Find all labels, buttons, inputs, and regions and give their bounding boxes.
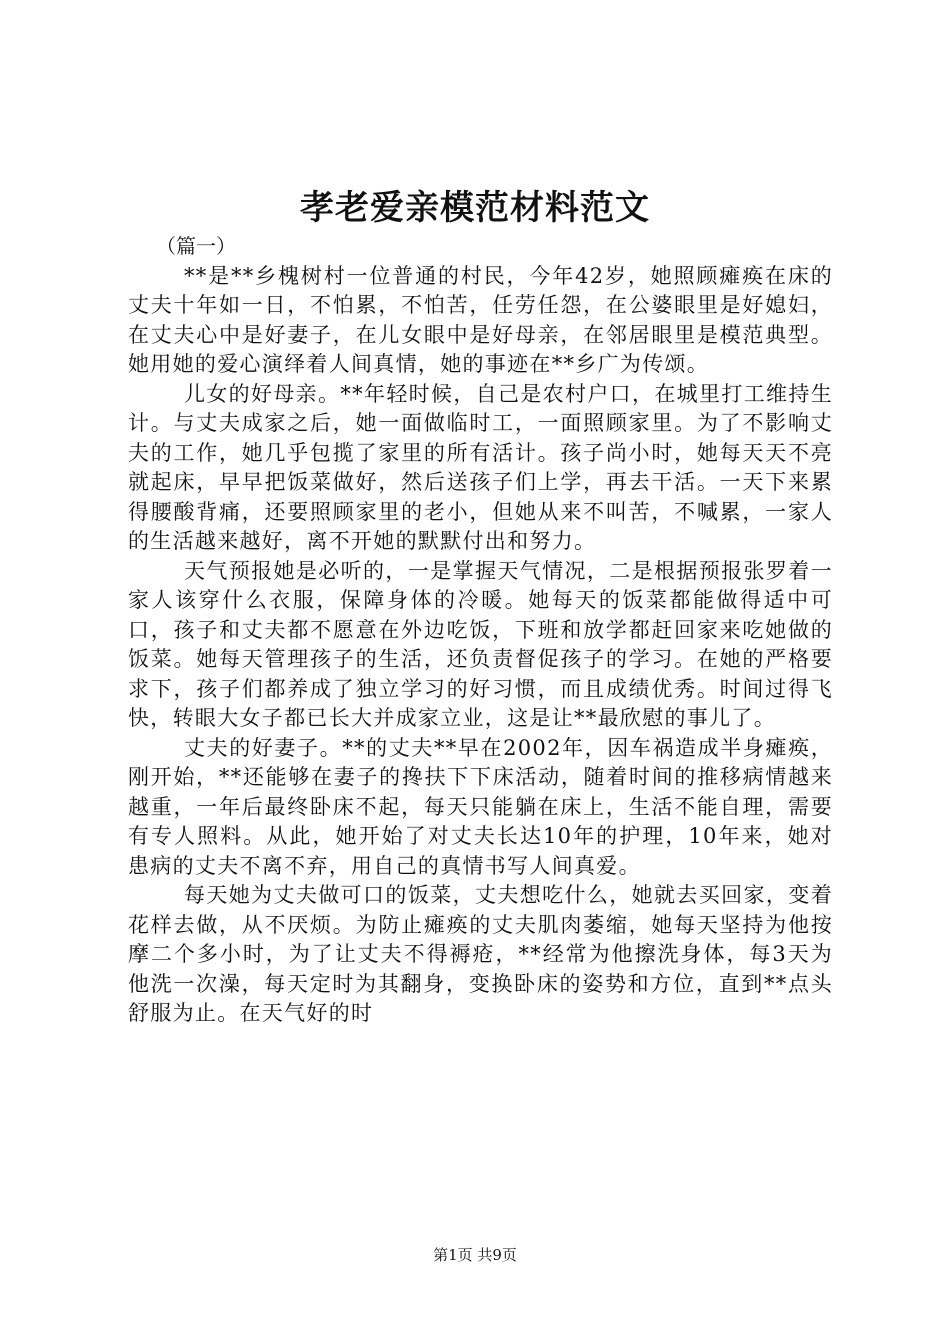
paragraph-2: 儿女的好母亲。**年轻时候，自己是农村户口，在城里打工维持生计。与丈夫成家之后，她一面做临时工，一面照顾家里。为了不影响丈夫的工作，她几乎包揽了家里的所有活计。孩子尚小时，她每天天不亮就起床，早早把饭菜做好，然后送孩子们上学，再去干活。一天下来累得腰酸背痛，还要照顾家里的老小，但她从来不叫苦，不喊累，一家人的生活越来越好，离不开她的默默付出和努力。 xyxy=(128,381,833,554)
paragraph-4: 丈夫的好妻子。**的丈夫**早在2002年，因车祸造成半身瘫痪，刚开始，**还能够在妻子的搀扶下下床活动，随着时间的推移病情越来越重，一年后最终卧床不起，每天只能躺在床上，生活不能自理，需要有专人照料。从此，她开始了对丈夫长达10年的护理，10年来，她对患病的丈夫不离不弃，用自己的真情书写人间真爱。 xyxy=(128,735,833,878)
paragraph-1: **是**乡槐树村一位普通的村民，今年42岁，她照顾瘫痪在床的丈夫十年如一日，不怕累，不怕苦，任劳任怨，在公婆眼里是好媳妇，在丈夫心中是好妻子，在儿女眼中是好母亲，在邻居眼里是模范典型。她用她的爱心演绎着人间真情，她的事迹在**乡广为传颂。 xyxy=(128,263,833,377)
paragraph-5: 每天她为丈夫做可口的饭菜，丈夫想吃什么，她就去买回家，变着花样去做，从不厌烦。为防止瘫痪的丈夫肌肉萎缩，她每天坚持为他按摩二个多小时，为了让丈夫不得褥疮，**经常为他擦洗身体，每3天为他洗一次澡，每天定时为其翻身，变换卧床的姿势和方位，直到**点头舒服为止。在天气好的时 xyxy=(128,883,833,1026)
section-label: （篇一） xyxy=(156,234,236,258)
page-footer: 第1页 共9页 xyxy=(433,1246,517,1264)
document-title: 孝老爱亲模范材料范文 xyxy=(300,188,650,228)
document-body xyxy=(128,232,833,1029)
paragraph-3: 天气预报她是必听的，一是掌握天气情况，二是根据预报张罗着一家人该穿什么衣服，保障身体的冷暖。她每天的饭菜都能做得适中可口，孩子和丈夫都不愿意在外边吃饭，下班和放学都赶回家来吃她做的饭菜。她每天管理孩子的生活，还负责督促孩子的学习。在她的严格要求下，孩子们都养成了独立学习的好习惯，而且成绩优秀。时间过得飞快，转眼大女子都已长大并成家立业，这是让**最欣慰的事儿了。 xyxy=(128,558,833,731)
